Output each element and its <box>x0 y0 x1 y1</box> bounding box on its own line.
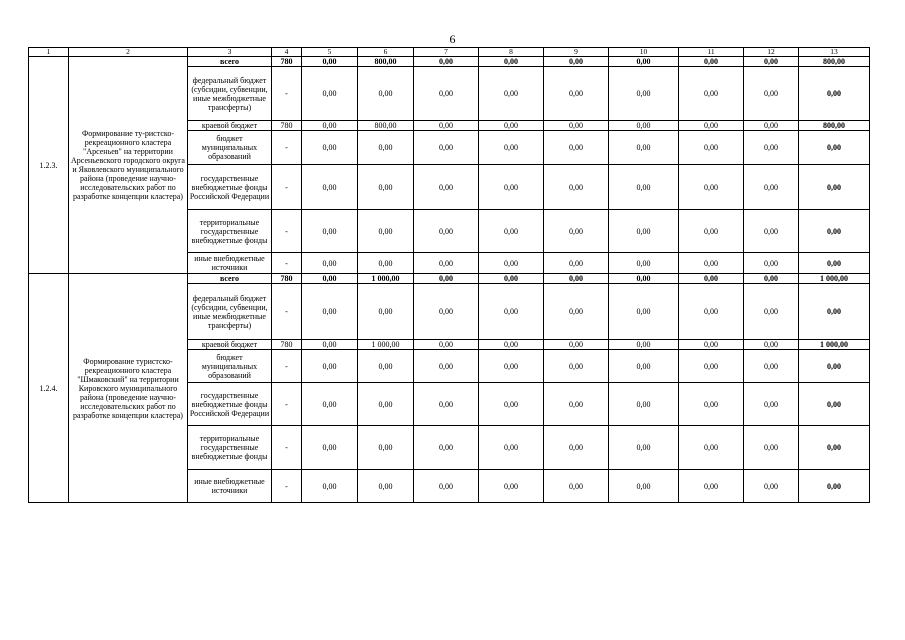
value-cell: 0,00 <box>609 340 679 350</box>
value-cell: 0,00 <box>679 350 744 383</box>
value-cell: 800,00 <box>799 121 870 131</box>
value-cell: 0,00 <box>414 67 479 121</box>
funding-source-label: государственные внебюджетные фонды Российской Федерации <box>188 165 272 210</box>
value-cell: 0,00 <box>479 165 544 210</box>
value-cell: 0,00 <box>358 284 414 340</box>
value-cell: 0,00 <box>358 383 414 426</box>
table-body <box>29 48 870 503</box>
header-cell: 1 <box>29 48 69 57</box>
value-cell: 0,00 <box>302 210 358 253</box>
value-cell: - <box>272 284 302 340</box>
value-cell: 0,00 <box>479 253 544 274</box>
value-cell: 0,00 <box>479 121 544 131</box>
value-cell: 1 000,00 <box>799 274 870 284</box>
section-name: Формирование ту-ристско-рекреационного кластера "Арсеньев" на территории Арсеньевского городского округа и Яковлевского муниципального района (проведение научно-исследовательских работ по разработке концепции кластера) <box>69 57 188 274</box>
value-cell: 0,00 <box>799 253 870 274</box>
value-cell: 0,00 <box>744 57 799 67</box>
value-cell: 0,00 <box>679 121 744 131</box>
value-cell: 0,00 <box>414 253 479 274</box>
value-cell: 0,00 <box>609 210 679 253</box>
value-cell: 0,00 <box>414 284 479 340</box>
value-cell: 0,00 <box>679 165 744 210</box>
value-cell: 1 000,00 <box>358 274 414 284</box>
header-cell: 10 <box>609 48 679 57</box>
value-cell: 0,00 <box>358 470 414 503</box>
value-cell: 0,00 <box>302 284 358 340</box>
value-cell: 1 000,00 <box>358 340 414 350</box>
value-cell: 0,00 <box>609 426 679 470</box>
page-number: 6 <box>449 32 456 46</box>
value-cell: 0,00 <box>544 165 609 210</box>
value-cell: 0,00 <box>414 340 479 350</box>
value-cell: 1 000,00 <box>799 340 870 350</box>
value-cell: 0,00 <box>544 284 609 340</box>
funding-source-label: государственные внебюджетные фонды Российской Федерации <box>188 383 272 426</box>
value-cell: 0,00 <box>479 350 544 383</box>
value-cell: 0,00 <box>479 210 544 253</box>
value-cell: 0,00 <box>609 67 679 121</box>
value-cell: 0,00 <box>744 121 799 131</box>
value-cell: 0,00 <box>414 426 479 470</box>
header-cell: 5 <box>302 48 358 57</box>
value-cell: 0,00 <box>679 253 744 274</box>
value-cell: 0,00 <box>544 470 609 503</box>
value-cell: 0,00 <box>479 284 544 340</box>
value-cell: 0,00 <box>479 131 544 165</box>
value-cell: 0,00 <box>744 470 799 503</box>
value-cell: 0,00 <box>679 426 744 470</box>
header-cell: 3 <box>188 48 272 57</box>
header-cell: 9 <box>544 48 609 57</box>
value-cell: 0,00 <box>609 274 679 284</box>
header-cell: 4 <box>272 48 302 57</box>
value-cell: 0,00 <box>744 340 799 350</box>
value-cell: 0,00 <box>302 165 358 210</box>
value-cell: 0,00 <box>744 426 799 470</box>
header-row <box>29 48 870 57</box>
value-cell: 0,00 <box>358 350 414 383</box>
value-cell: 0,00 <box>302 426 358 470</box>
value-cell: 780 <box>272 340 302 350</box>
value-cell: 780 <box>272 121 302 131</box>
value-cell: - <box>272 131 302 165</box>
value-cell: 0,00 <box>799 470 870 503</box>
value-cell: 0,00 <box>679 274 744 284</box>
funding-source-label: иные внебюджетные источники <box>188 470 272 503</box>
funding-source-label: бюджет муниципальных образований <box>188 350 272 383</box>
value-cell: 0,00 <box>414 383 479 426</box>
value-cell: 0,00 <box>479 57 544 67</box>
header-cell: 8 <box>479 48 544 57</box>
value-cell: 0,00 <box>609 165 679 210</box>
value-cell: 0,00 <box>609 350 679 383</box>
value-cell: 0,00 <box>609 57 679 67</box>
value-cell: 0,00 <box>544 67 609 121</box>
value-cell: 0,00 <box>679 67 744 121</box>
value-cell: 0,00 <box>544 274 609 284</box>
value-cell: 0,00 <box>609 383 679 426</box>
value-cell: 0,00 <box>744 274 799 284</box>
value-cell: 0,00 <box>414 210 479 253</box>
value-cell: 0,00 <box>414 470 479 503</box>
value-cell: 0,00 <box>544 57 609 67</box>
value-cell: 0,00 <box>609 131 679 165</box>
funding-source-label: всего <box>188 57 272 67</box>
value-cell: 0,00 <box>544 426 609 470</box>
value-cell: 0,00 <box>414 165 479 210</box>
funding-source-label: федеральный бюджет (субсидии, субвенции, иные межбюджетные трансферты) <box>188 67 272 121</box>
value-cell: 0,00 <box>302 131 358 165</box>
value-cell: 0,00 <box>544 383 609 426</box>
header-cell: 6 <box>358 48 414 57</box>
section-name: Формирование туристско-рекреационного кластера "Шмаковский" на территории Кировского муниципального района (проведение научно-исследовательских работ по разработке концепции кластера) <box>69 274 188 503</box>
section-number: 1.2.3. <box>29 57 69 274</box>
value-cell: 0,00 <box>414 274 479 284</box>
value-cell: 0,00 <box>679 57 744 67</box>
value-cell: 0,00 <box>679 210 744 253</box>
value-cell: 0,00 <box>609 121 679 131</box>
value-cell: 0,00 <box>479 383 544 426</box>
value-cell: 0,00 <box>358 131 414 165</box>
value-cell: 0,00 <box>799 67 870 121</box>
header-cell: 13 <box>799 48 870 57</box>
value-cell: 0,00 <box>302 67 358 121</box>
value-cell: 800,00 <box>799 57 870 67</box>
value-cell: - <box>272 470 302 503</box>
value-cell: 0,00 <box>544 253 609 274</box>
value-cell: 0,00 <box>302 340 358 350</box>
value-cell: 0,00 <box>744 383 799 426</box>
value-cell: 0,00 <box>679 340 744 350</box>
value-cell: 0,00 <box>302 121 358 131</box>
budget-table <box>28 47 870 503</box>
value-cell: 0,00 <box>609 253 679 274</box>
table-row <box>29 57 870 67</box>
value-cell: 0,00 <box>414 57 479 67</box>
header-cell: 12 <box>744 48 799 57</box>
value-cell: 0,00 <box>799 426 870 470</box>
value-cell: - <box>272 210 302 253</box>
value-cell: 0,00 <box>799 131 870 165</box>
value-cell: 0,00 <box>302 350 358 383</box>
value-cell: 0,00 <box>358 67 414 121</box>
value-cell: 0,00 <box>679 383 744 426</box>
value-cell: 0,00 <box>799 210 870 253</box>
value-cell: 0,00 <box>302 274 358 284</box>
value-cell: 0,00 <box>414 350 479 383</box>
header-cell: 2 <box>69 48 188 57</box>
funding-source-label: федеральный бюджет (субсидии, субвенции, иные межбюджетные трансферты) <box>188 284 272 340</box>
value-cell: 0,00 <box>479 426 544 470</box>
value-cell: 0,00 <box>544 131 609 165</box>
funding-source-label: краевой бюджет <box>188 121 272 131</box>
value-cell: 0,00 <box>479 470 544 503</box>
value-cell: 0,00 <box>544 340 609 350</box>
value-cell: 0,00 <box>679 131 744 165</box>
value-cell: 0,00 <box>302 383 358 426</box>
value-cell: 0,00 <box>479 67 544 121</box>
value-cell: 0,00 <box>544 121 609 131</box>
table-row <box>29 274 870 284</box>
value-cell: 0,00 <box>744 210 799 253</box>
value-cell: 0,00 <box>609 284 679 340</box>
value-cell: 0,00 <box>744 350 799 383</box>
value-cell: 0,00 <box>744 67 799 121</box>
funding-source-label: территориальные государственные внебюджетные фонды <box>188 426 272 470</box>
value-cell: 780 <box>272 274 302 284</box>
header-cell: 7 <box>414 48 479 57</box>
value-cell: 0,00 <box>679 470 744 503</box>
value-cell: - <box>272 383 302 426</box>
value-cell: 0,00 <box>358 426 414 470</box>
funding-source-label: бюджет муниципальных образований <box>188 131 272 165</box>
value-cell: 0,00 <box>744 131 799 165</box>
value-cell: 0,00 <box>799 165 870 210</box>
value-cell: 0,00 <box>744 165 799 210</box>
section-number: 1.2.4. <box>29 274 69 503</box>
header-cell: 11 <box>679 48 744 57</box>
value-cell: - <box>272 350 302 383</box>
value-cell: 800,00 <box>358 121 414 131</box>
value-cell: 0,00 <box>358 165 414 210</box>
funding-source-label: всего <box>188 274 272 284</box>
funding-source-label: иные внебюджетные источники <box>188 253 272 274</box>
value-cell: 0,00 <box>799 350 870 383</box>
funding-source-label: краевой бюджет <box>188 340 272 350</box>
value-cell: 0,00 <box>414 131 479 165</box>
funding-source-label: территориальные государственные внебюджетные фонды <box>188 210 272 253</box>
value-cell: 800,00 <box>358 57 414 67</box>
value-cell: 0,00 <box>744 253 799 274</box>
value-cell: 0,00 <box>799 284 870 340</box>
value-cell: 0,00 <box>302 253 358 274</box>
value-cell: - <box>272 426 302 470</box>
value-cell: 0,00 <box>302 470 358 503</box>
value-cell: 0,00 <box>479 274 544 284</box>
value-cell: 0,00 <box>479 340 544 350</box>
value-cell: 0,00 <box>544 210 609 253</box>
value-cell: - <box>272 165 302 210</box>
value-cell: 0,00 <box>302 57 358 67</box>
value-cell: 780 <box>272 57 302 67</box>
value-cell: 0,00 <box>358 210 414 253</box>
value-cell: - <box>272 67 302 121</box>
value-cell: 0,00 <box>609 470 679 503</box>
value-cell: 0,00 <box>358 253 414 274</box>
value-cell: 0,00 <box>679 284 744 340</box>
value-cell: 0,00 <box>799 383 870 426</box>
value-cell: - <box>272 253 302 274</box>
value-cell: 0,00 <box>544 350 609 383</box>
value-cell: 0,00 <box>744 284 799 340</box>
value-cell: 0,00 <box>414 121 479 131</box>
